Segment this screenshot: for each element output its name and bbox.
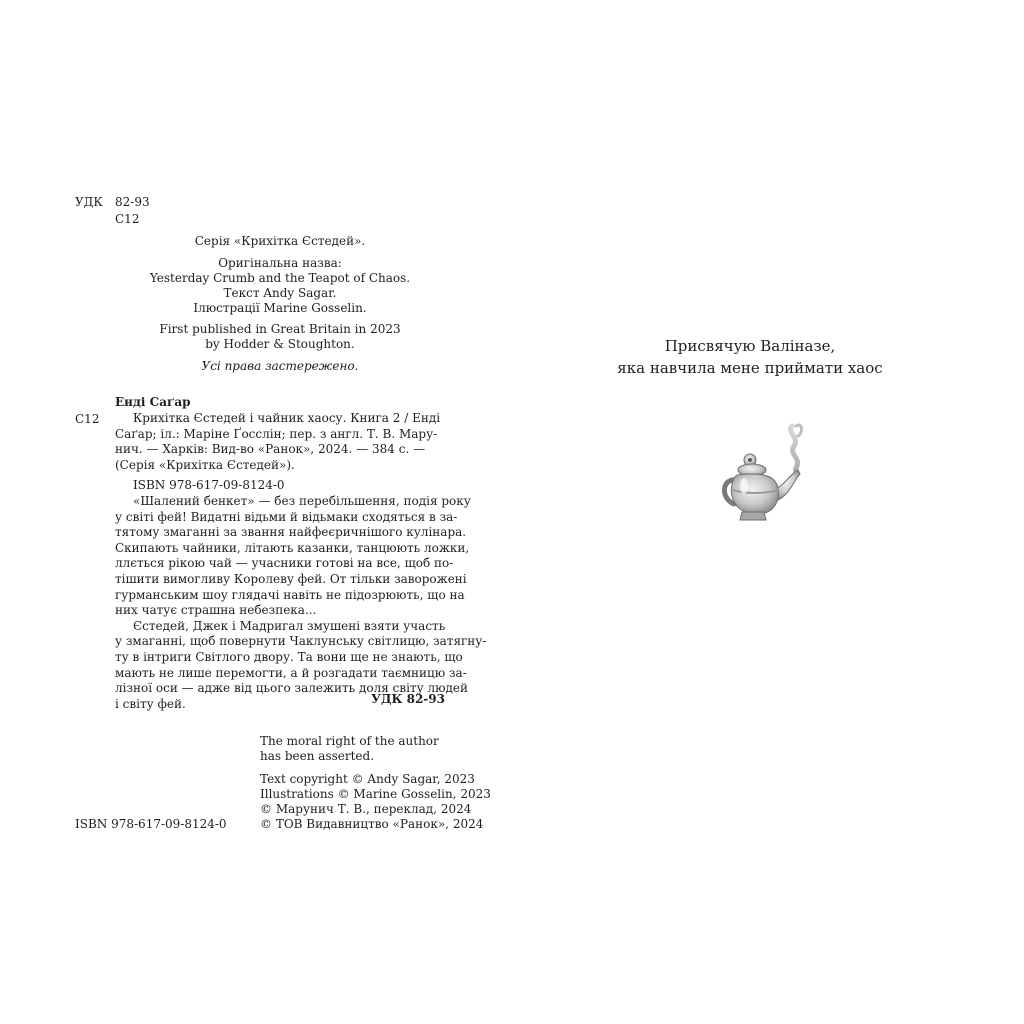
copyright-line: © Марунич Т. В., переклад, 2024 (260, 802, 472, 816)
author-name: Енді Саґар (115, 395, 191, 409)
series-line: Серія «Крихітка Єстедей». (194, 234, 366, 248)
moral-right-line-2: has been asserted. (260, 749, 375, 763)
udk-label: УДК (75, 195, 103, 209)
annotation-line: гурманським шоу глядачі навіть не підозрюють, що на (115, 587, 465, 602)
annotation-line: Скипають чайники, літають казанки, танцюють ложки, (115, 540, 470, 555)
dedication (580, 335, 920, 379)
biblio-line: (Серія «Крихітка Єстедей»). (115, 457, 295, 472)
copyright-line: © ТОВ Видавництво «Ранок», 2024 (260, 817, 484, 831)
class-mark-secondary: С12 (75, 412, 100, 426)
annotation (115, 494, 487, 712)
annotation-line: мають не лише перемогти, а й розгадати таємницю за- (115, 665, 467, 680)
bibliographic-description (115, 411, 450, 473)
dedication-line-2: яка навчила мене приймати хаос (617, 359, 883, 377)
annotation-line: лізної оси — адже від цього залежить доля світу людей (115, 681, 469, 696)
annotation-line: них чатує страшна небезпека... (115, 603, 317, 618)
isbn-line: ISBN 978-617-09-8124-0 (133, 478, 285, 492)
annotation-line: ту в інтриги Світлого двору. Та вони ще не знають, що (115, 649, 463, 664)
isbn-bottom: ISBN 978-617-09-8124-0 (75, 817, 227, 831)
rights-reserved: Усі права застережено. (201, 359, 359, 373)
annotation-line: ллється рікою чай — учасники готові на все, щоб по- (115, 556, 454, 571)
udk-footer: УДК 82-93 (371, 692, 445, 706)
annotation-line: у світі фей! Видатні відьми й відьмаки сходяться в за- (115, 509, 458, 524)
first-published-line-1: First published in Great Britain in 2023 (159, 322, 401, 336)
original-title-label: Оригінальна назва: (218, 256, 342, 270)
copyright-line: Illustrations © Marine Gosselin, 2023 (260, 787, 491, 801)
annotation-line: у змаганні, щоб повернути Чаклунську світлицю, затягну- (115, 634, 487, 649)
teapot-icon (716, 418, 816, 528)
biblio-line: нич. — Харків: Вид-во «Ранок», 2024. — 384 с. — (115, 442, 426, 457)
annotation-line: Єстедей, Джек і Мадригал змушені взяти участь (133, 618, 446, 633)
moral-right-line-1: The moral right of the author (260, 734, 439, 748)
dedication-line-1: Присвячую Валіназе, (664, 337, 836, 355)
udk-code: 82-93 (115, 195, 150, 209)
annotation-line: тішити вимогливу Королеву фей. От тільки заворожені (115, 571, 467, 586)
class-mark: С12 (115, 212, 140, 226)
annotation-line: і світу фей. (115, 696, 186, 711)
original-title: Yesterday Crumb and the Teapot of Chaos. (149, 271, 411, 285)
text-credit: Текст Andy Sagar. (223, 286, 337, 300)
annotation-line: «Шалений бенкет» — без перебільшення, подія року (133, 494, 471, 508)
annotation-line: тятому змаганні за звання найфеєричнішого кулінара. (115, 525, 467, 540)
biblio-line: Саґар; іл.: Маріне Ґосслін; пер. з англ. Т. В. Мару- (115, 426, 438, 441)
copyright-line: Text copyright © Andy Sagar, 2023 (260, 772, 475, 786)
illustrations-credit: Ілюстрації Marine Gosselin. (193, 301, 367, 315)
biblio-line: Крихітка Єстедей і чайник хаосу. Книга 2 / Енді (133, 411, 441, 425)
first-published-line-2: by Hodder & Stoughton. (205, 337, 355, 351)
